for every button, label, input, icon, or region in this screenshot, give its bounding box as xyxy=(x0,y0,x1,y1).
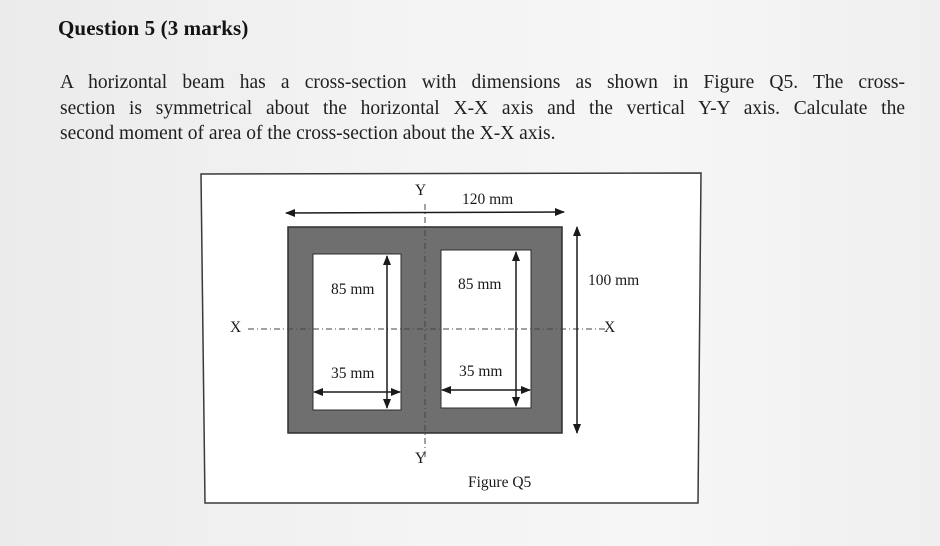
question-line-2: section is symmetrical about the horizontal X-X axis and the vertical Y-Y axis. Calculate the xyxy=(60,97,905,119)
x-axis-label-left: X xyxy=(230,319,242,336)
left-hole-width-label: 35 mm xyxy=(331,365,375,382)
figure-drawing xyxy=(200,172,702,504)
question-text xyxy=(60,70,905,147)
left-hole xyxy=(313,254,401,410)
question-line-3: second moment of area of the cross-section about the X-X axis. xyxy=(60,123,556,144)
question-heading: Question 5 (3 marks) xyxy=(58,16,249,40)
right-hole-width-label: 35 mm xyxy=(459,363,503,380)
x-axis-label-right: X xyxy=(604,319,616,336)
y-axis-label-bottom: Y xyxy=(415,450,427,467)
y-axis-label-top: Y xyxy=(415,182,427,199)
left-hole-height-label: 85 mm xyxy=(331,281,375,298)
width-dimension-label: 120 mm xyxy=(462,191,514,208)
width-dimension-arrow xyxy=(286,212,564,213)
figure-q5 xyxy=(200,172,702,504)
figure-caption: Figure Q5 xyxy=(468,474,532,491)
question-line-1: A horizontal beam has a cross-section with dimensions as shown in Figure Q5. The cross- xyxy=(60,72,905,93)
right-hole-height-label: 85 mm xyxy=(458,276,502,293)
height-dimension-label: 100 mm xyxy=(588,272,640,289)
